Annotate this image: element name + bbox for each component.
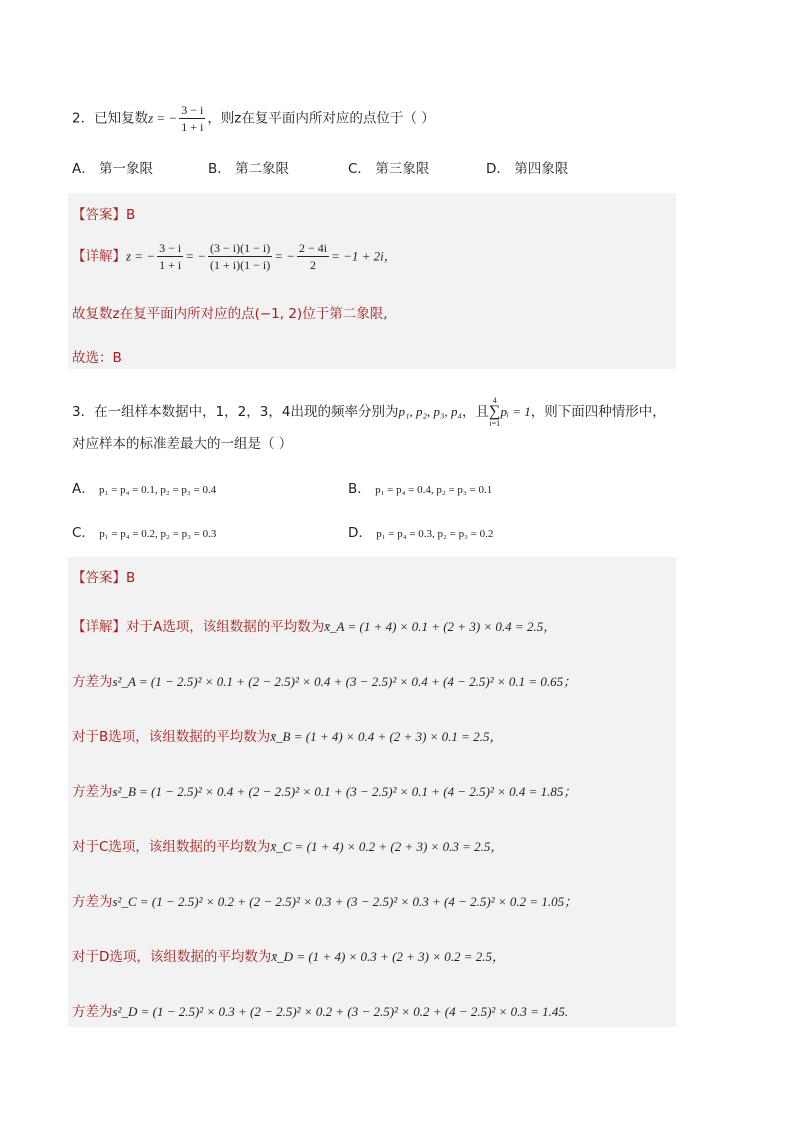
q3-detail-line-4: 方差为s²_B = (1 − 2.5)² × 0.4 + (2 − 2.5)² × 0.1 + (3 − 2.5)² × 0.1 + (4 − 2.5)² × 0.4 = 1.85；	[72, 784, 577, 800]
q2-detail: 【详解】z = − $\frac{3 - i}{1 + i}$ = − $\frac{(3 - i)(1 - i)}{(1 + i)(1 - i)}$ = − $\frac{2 - 4i}{2}$ = −1 + 2i，	[72, 241, 397, 272]
q3-detail-line-8: 方差为s²_D = (1 − 2.5)² × 0.3 + (2 − 2.5)² × 0.2 + (3 − 2.5)² × 0.2 + (4 − 2.5)² × 0.3 = 1.45.	[72, 1004, 569, 1020]
q2-option-d: D． 第四象限	[486, 161, 569, 177]
q3-answer: 【答案】B	[72, 570, 136, 586]
q3-option-b: B． p₁ = p₄ = 0.4, p₂ = p₃ = 0.1	[348, 481, 493, 497]
q2-stem: 2．已知复数z = − $\frac{3 - i}{1 + i}$ ，则z在复平面内所对应的点位于（ ）	[72, 103, 435, 134]
q3-option-a: A． p₁ = p₄ = 0.1, p₂ = p₃ = 0.4	[72, 481, 217, 497]
q3-option-c: C． p₁ = p₄ = 0.2, p₂ = p₃ = 0.3	[72, 525, 217, 541]
q3-stem-line2: 对应样本的标准差最大的一组是（ ）	[72, 436, 293, 452]
q2-answer: 【答案】B	[72, 207, 136, 223]
q2-option-b: B． 第二象限	[208, 161, 290, 177]
q3-option-d: D． p₁ = p₄ = 0.3, p₂ = p₃ = 0.2	[348, 525, 494, 541]
q3-detail-line-2: 方差为s²_A = (1 − 2.5)² × 0.1 + (2 − 2.5)² × 0.4 + (3 − 2.5)² × 0.4 + (4 − 2.5)² × 0.1 = 0.65；	[72, 674, 577, 690]
q2-option-a: A． 第一象限	[72, 161, 154, 177]
q3-sum-symbol: 4 ∑ i=1	[489, 396, 501, 428]
q3-detail-line-7: 对于D选项，该组数据的平均数为x̄_D = (1 + 4) × 0.3 + (2 + 3) × 0.2 = 2.5，	[72, 949, 506, 965]
q2-fraction: $\frac{3 - i}{1 + i}$	[181, 103, 204, 134]
q2-option-c: C． 第三象限	[348, 161, 430, 177]
q3-stem-line1: 3．在一组样本数据中，1，2，3，4出现的频率分别为p₁, p₂, p₃, p₄，且 4 ∑ i=1 pᵢ = 1，则下面四种情形中，	[72, 396, 666, 428]
q3-detail-line-1: 【详解】对于A选项，该组数据的平均数为x̄_A = (1 + 4) × 0.1 + (2 + 3) × 0.4 = 2.5，	[72, 619, 557, 635]
q3-detail-line-3: 对于B选项，该组数据的平均数为x̄_B = (1 + 4) × 0.4 + (2 + 3) × 0.1 = 2.5，	[72, 729, 503, 745]
q2-conclusion: 故复数z在复平面内所对应的点(−1, 2)位于第二象限,	[72, 306, 388, 322]
q3-detail-line-6: 方差为s²_C = (1 − 2.5)² × 0.2 + (2 − 2.5)² × 0.3 + (3 − 2.5)² × 0.3 + (4 − 2.5)² × 0.2 = 1.05；	[72, 894, 578, 910]
q2-answer-box	[68, 193, 676, 369]
q3-detail-line-5: 对于C选项，该组数据的平均数为x̄_C = (1 + 4) × 0.2 + (2 + 3) × 0.3 = 2.5，	[72, 839, 504, 855]
q2-select: 故选：B	[72, 350, 122, 366]
